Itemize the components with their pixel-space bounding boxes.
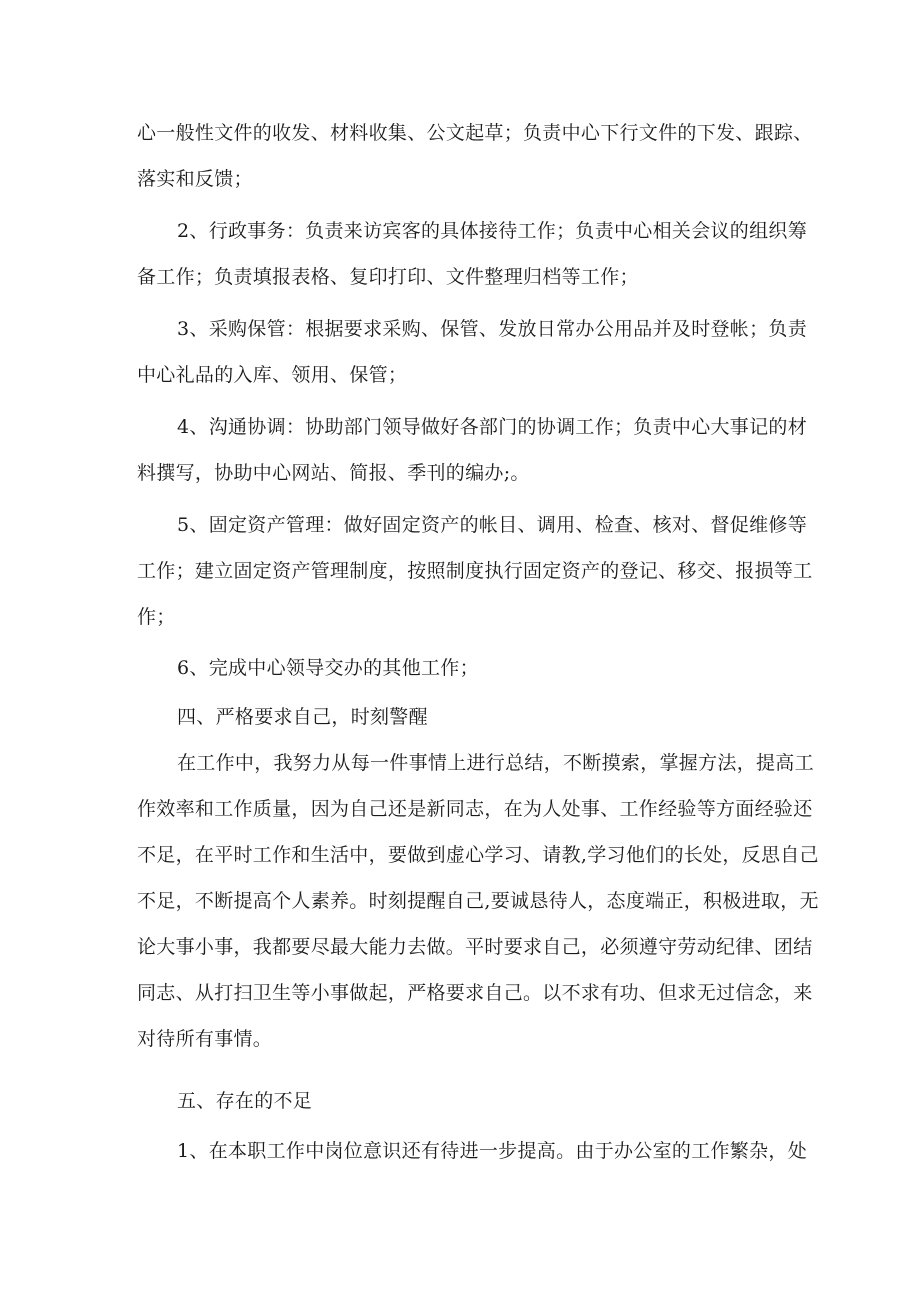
- section-heading: 五、存在的不足: [177, 1090, 313, 1112]
- text-line: 2、行政事务：负责来访宾客的具体接待工作；负责中心相关会议的组织筹: [177, 220, 807, 242]
- text-line: 6、完成中心领导交办的其他工作；: [177, 657, 479, 679]
- text-line: 料撰写，协助中心网站、简报、季刊的编办;。: [137, 462, 530, 484]
- text-line: 5、固定资产管理：做好固定资产的帐目、调用、检查、核对、督促维修等: [177, 514, 807, 536]
- text-line: 中心礼品的入库、领用、保管；: [137, 364, 408, 386]
- text-line: 工作；建立固定资产管理制度，按照制度执行固定资产的登记、移交、报损等工: [137, 560, 813, 582]
- text-line: 不足，不断提高个人素养。时刻提醒自己,要诚恳待人，态度端正，积极进取，无: [137, 890, 819, 912]
- text-line: 心一般性文件的收发、材料收集、公文起草；负责中心下行文件的下发、跟踪、: [137, 122, 813, 144]
- text-line: 落实和反馈；: [137, 168, 253, 190]
- text-line: 1、在本职工作中岗位意识还有待进一步提高。由于办公室的工作繁杂，处: [177, 1140, 807, 1162]
- text-line: 论大事小事，我都要尽最大能力去做。平时要求自己，必须遵守劳动纪律、团结: [137, 936, 813, 958]
- text-line: 备工作；负责填报表格、复印打印、文件整理归档等工作；: [137, 266, 639, 288]
- text-line: 在工作中，我努力从每一件事情上进行总结，不断摸索，掌握方法，提高工: [177, 752, 814, 774]
- text-line: 4、沟通协调：协助部门领导做好各部门的协调工作；负责中心大事记的材: [177, 416, 807, 438]
- text-line: 作效率和工作质量，因为自己还是新同志，在为人处事、工作经验等方面经验还: [137, 798, 813, 820]
- text-line: 作；: [137, 606, 176, 628]
- text-line: 3、采购保管：根据要求采购、保管、发放日常办公用品并及时登帐；负责: [177, 318, 807, 340]
- text-line: 对待所有事情。: [137, 1028, 273, 1050]
- text-line: 不足，在平时工作和生活中，要做到虚心学习、请教,学习他们的长处，反思自己: [137, 844, 819, 866]
- text-line: 同志、从打扫卫生等小事做起，严格要求自己。以不求有功、但求无过信念，来: [137, 982, 813, 1004]
- section-heading: 四、严格要求自己，时刻警醒: [177, 706, 428, 728]
